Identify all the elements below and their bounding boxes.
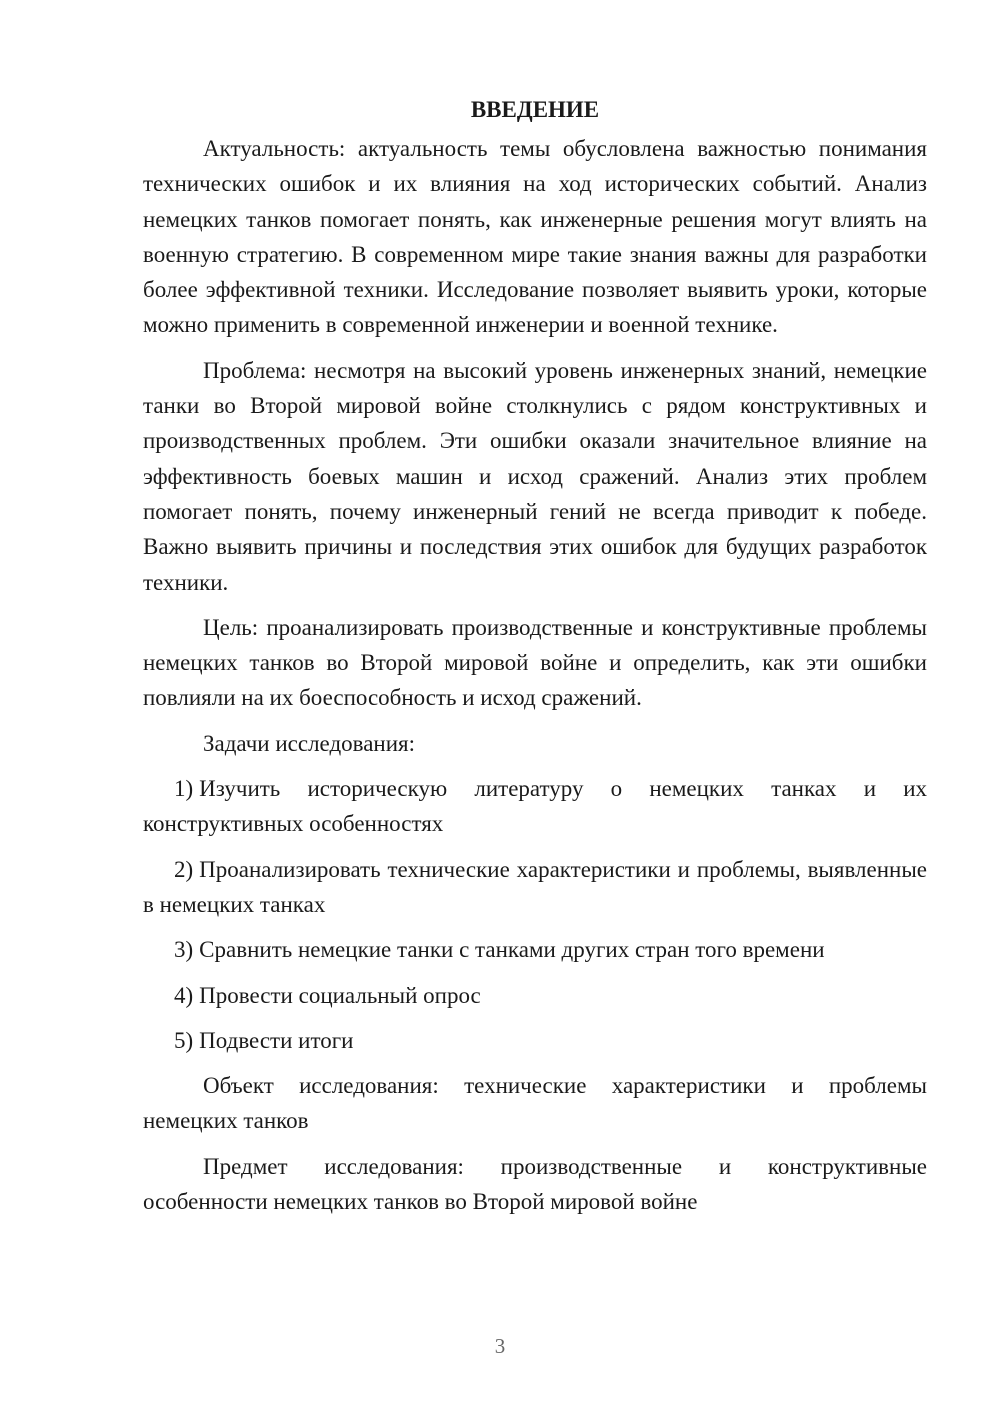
list-item-number: 4) bbox=[174, 982, 194, 1008]
list-item-text: Проанализировать технические характеристики и проблемы, выявленные в немецких танках bbox=[143, 856, 927, 917]
list-item-text: Сравнить немецкие танки с танками других стран того времени bbox=[199, 937, 825, 963]
list-item bbox=[143, 932, 927, 967]
tasks-list bbox=[143, 771, 927, 1058]
paragraph-problem: Проблема: несмотря на высокий уровень инженерных знаний, немецкие танки во Второй мировой войне столкнулись с рядом конструктивных и производственных проблем. Эти ошибки оказали значительное влияние на эффективность боевых машин и исход сражений. Анализ этих проблем помогает понять, почему инженерный гений не всегда приводит к победе. Важно выявить причины и последствия этих ошибок для будущих разработок техники. bbox=[143, 357, 927, 595]
list-item-text: Изучить историческую литературу о немецких танках и их конструктивных особенностях bbox=[143, 776, 927, 837]
list-item-number: 5) bbox=[174, 1027, 194, 1053]
list-item bbox=[143, 978, 927, 1013]
page-number: 3 bbox=[494, 1334, 506, 1358]
document-page bbox=[143, 92, 927, 1229]
tasks-heading: Задачи исследования: bbox=[203, 730, 416, 756]
list-item-text: Провести социальный опрос bbox=[199, 982, 481, 1008]
section-title: ВВЕДЕНИЕ bbox=[470, 97, 600, 122]
paragraph-goal: Цель: проанализировать производственные и конструктивные проблемы немецких танков во Второй мировой войне и определить, как эти ошибки повлияли на их боеспособность и исход сражений. bbox=[143, 614, 927, 711]
list-item-number: 2) bbox=[174, 856, 194, 882]
paragraph-object: Объект исследования: технические характеристики и проблемы немецких танков bbox=[143, 1073, 927, 1134]
list-item bbox=[143, 1023, 927, 1058]
list-item bbox=[143, 852, 927, 923]
paragraph-subject: Предмет исследования: производственные и конструктивные особенности немецких танков во Второй мировой войне bbox=[143, 1153, 927, 1215]
list-item-number: 1) bbox=[174, 776, 194, 802]
list-item-text: Подвести итоги bbox=[199, 1027, 354, 1053]
list-item-number: 3) bbox=[174, 937, 194, 963]
list-item bbox=[143, 771, 927, 842]
paragraph-relevance: Актуальность: актуальность темы обусловлена важностью понимания технических ошибок и их влияния на ход исторических событий. Анализ немецких танков помогает понять, как инженерные решения могут влиять на военную стратегию. В современном мире такие знания важны для разработки более эффективной техники. Исследование позволяет выявить уроки, которые можно применить в современной инженерии и военной технике. bbox=[143, 136, 927, 338]
